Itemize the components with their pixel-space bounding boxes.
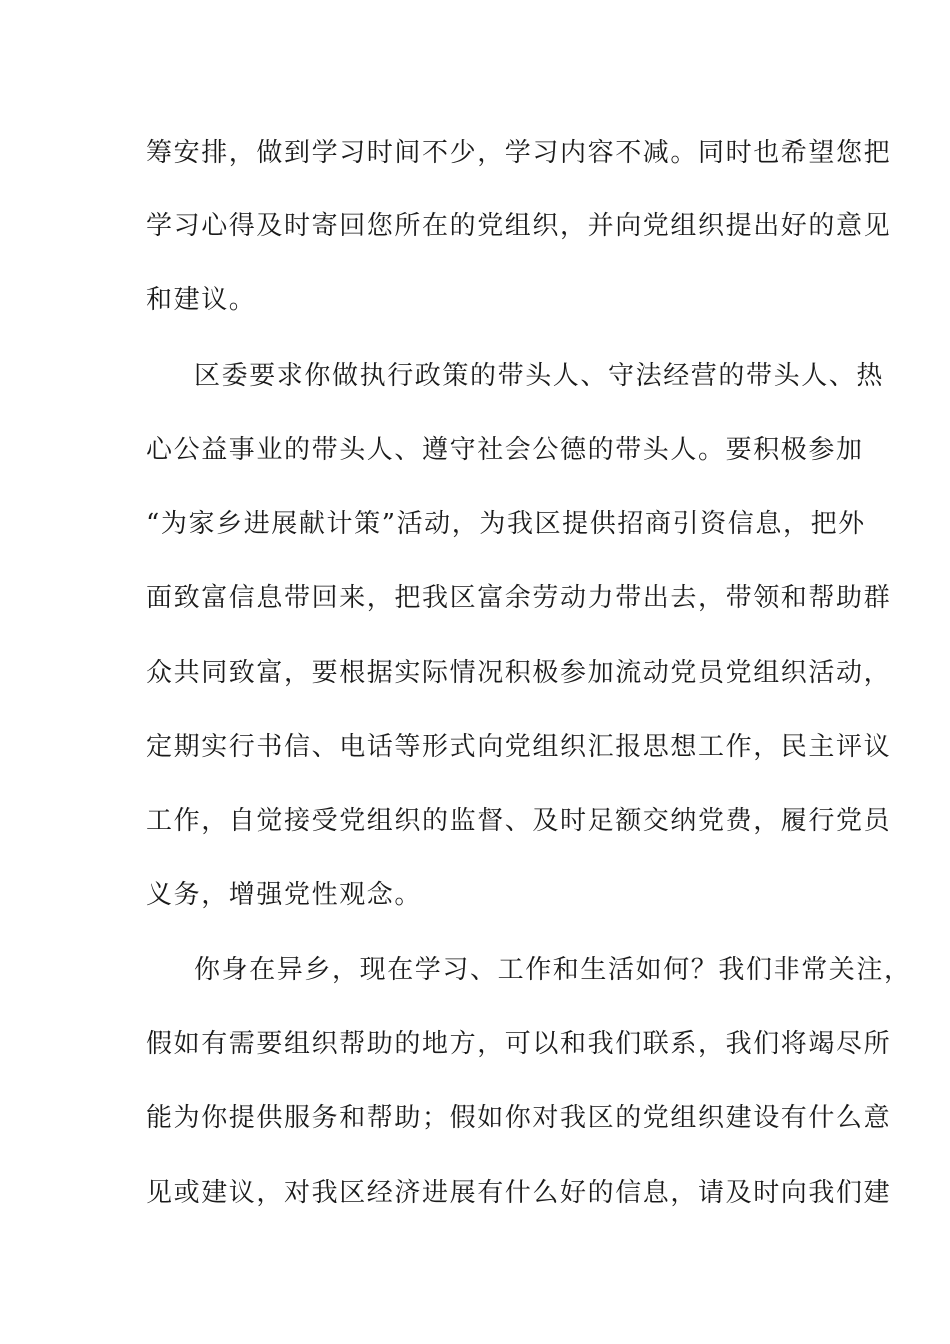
text-line: 和建议。 <box>146 285 257 315</box>
paragraph-start-line: 你身在异乡，现在学习、工作和生活如何？我们非常关注， <box>194 955 912 985</box>
text-line: 假如有需要组织帮助的地方，可以和我们联系，我们将竭尽所 <box>146 1029 892 1059</box>
text-line: 见或建议，对我区经济进展有什么好的信息，请及时向我们建 <box>146 1178 892 1208</box>
paragraph-start-line: 区委要求你做执行政策的带头人、守法经营的带头人、热 <box>194 361 885 391</box>
text-line: 面致富信息带回来，把我区富余劳动力带出去，带领和帮助群 <box>146 583 892 613</box>
text-line: 定期实行书信、电话等形式向党组织汇报思想工作，民主评议 <box>146 732 892 762</box>
text-line: 众共同致富，要根据实际情况积极参加流动党员党组织活动， <box>146 658 892 688</box>
text-line: 工作，自觉接受党组织的监督、及时足额交纳党费，履行党员 <box>146 806 892 836</box>
text-line: 筹安排，做到学习时间不少，学习内容不减。同时也希望您把 <box>146 138 892 168</box>
text-line: 义务，增强党性观念。 <box>146 880 423 910</box>
text-line: 心公益事业的带头人、遵守社会公德的带头人。要积极参加 <box>146 435 864 465</box>
text-line: 学习心得及时寄回您所在的党组织，并向党组织提出好的意见 <box>146 211 892 241</box>
text-line: 能为你提供服务和帮助；假如你对我区的党组织建设有什么意 <box>146 1103 892 1133</box>
text-line: “为家乡进展献计策”活动，为我区提供招商引资信息，把外 <box>146 509 866 539</box>
